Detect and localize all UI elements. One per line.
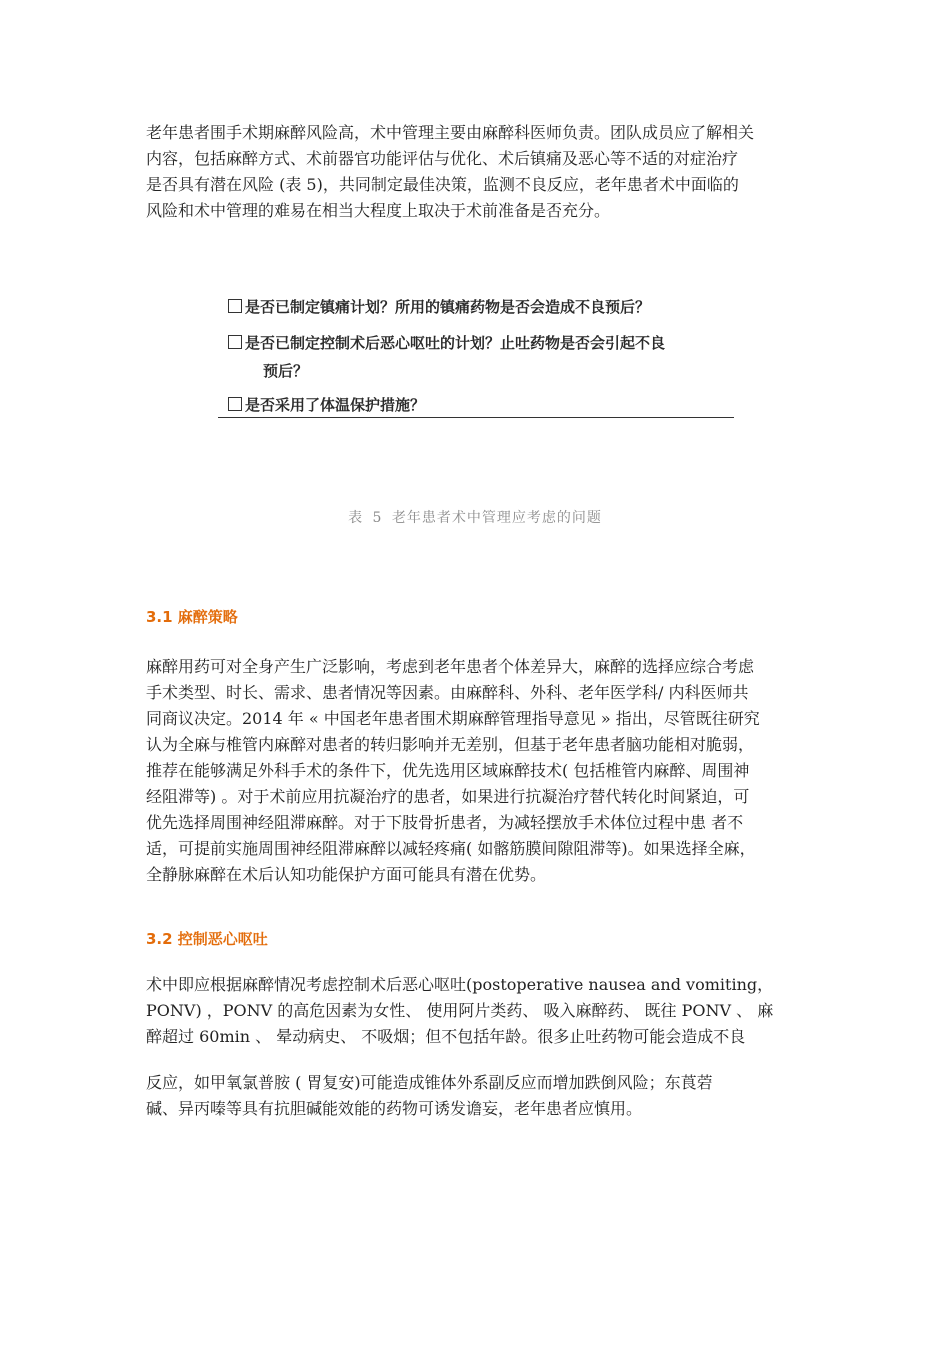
checklist-item-text: 是否已制定镇痛计划？所用的镇痛药物是否会造成不良预后？: [245, 298, 651, 316]
body-line: 反应，如甲氧氯普胺 ( 胃复安)可能造成锥体外系副反应而增加跌倒风险；东莨菪: [146, 1073, 713, 1092]
body-line: 术中即应根据麻醉情况考虑控制术后恶心呕吐(postoperative nausea and vomiting，: [146, 975, 774, 994]
checklist-item-continuation: [263, 360, 308, 381]
body-line: 碱、异丙嗪等具有抗胆碱能效能的药物可诱发谵妄，老年患者应慎用。: [146, 1099, 643, 1118]
intro-line: 风险和术中管理的难易在相当大程度上取决于术前准备是否充分。: [146, 201, 611, 220]
body-line: 优先选择周围神经阻滞麻醉。对于下肢骨折患者，为减轻摆放手术体位过程中患 者不: [146, 813, 744, 832]
section-heading-anesthesia-strategy: 3.1 麻醉策略: [146, 608, 238, 626]
checklist-item-text: 是否已制定控制术后恶心呕吐的计划？止吐药物是否会引起不良: [245, 334, 666, 352]
checkbox-icon: [228, 335, 242, 349]
checkbox-icon: [228, 299, 242, 313]
intro-line: 是否具有潜在风险 (表 5)，共同制定最佳决策，监测不良反应，老年患者术中面临的: [146, 175, 739, 194]
section-32-paragraph-part1: [146, 972, 818, 1050]
body-line: 全静脉麻醉在术后认知功能保护方面可能具有潜在优势。: [146, 865, 547, 884]
body-line: 适，可提前实施周围神经阻滞麻醉以减轻疼痛( 如髂筋膜间隙阻滞等)。如果选择全麻，: [146, 839, 756, 858]
body-line: 醉超过 60min 、 晕动病史、 不吸烟；但不包括年龄。很多止吐药物可能会造成不良: [146, 1027, 746, 1046]
section-heading-ponv-control: 3.2 控制恶心呕吐: [146, 930, 268, 948]
body-line: 同商议决定。2014 年 « 中国老年患者围术期麻醉管理指导意见 » 指出，尽管既往研究: [146, 709, 760, 728]
section-32-paragraph-part2: [146, 1070, 818, 1122]
body-line: 手术类型、时长、需求、患者情况等因素。由麻醉科、外科、老年医学科/ 内科医师共: [146, 683, 749, 702]
body-line: 麻醉用药可对全身产生广泛影响，考虑到老年患者个体差异大，麻醉的选择应综合考虑: [146, 657, 755, 676]
body-line: 经阻滞等) 。对于术前应用抗凝治疗的患者，如果进行抗凝治疗替代转化时间紧迫，可: [146, 787, 750, 806]
checklist-item-ponv-plan: [228, 332, 665, 353]
body-line: 认为全麻与椎管内麻醉对患者的转归影响并无差别，但基于老年患者脑功能相对脆弱，: [146, 735, 755, 754]
checkbox-icon: [228, 397, 242, 411]
checklist-item-pain-plan: [228, 296, 650, 317]
body-line: PONV) ，PONV 的高危因素为女性、 使用阿片类药、 吸入麻醉药、 既往 PONV 、 麻: [146, 1001, 774, 1020]
intro-line: 老年患者围手术期麻醉风险高，术中管理主要由麻醉科医师负责。团队成员应了解相关: [146, 123, 755, 142]
intro-line: 内容，包括麻醉方式、术前器官功能评估与优化、术后镇痛及恶心等不适的对症治疗: [146, 149, 739, 168]
checklist-item-text: 预后？: [263, 362, 309, 380]
table-bottom-rule: [218, 417, 734, 418]
checklist-item-temperature: [228, 394, 425, 415]
table-caption: 表 5 老年患者术中管理应考虑的问题: [348, 510, 602, 526]
table-5-checklist-image: [218, 292, 734, 422]
body-line: 推荐在能够满足外科手术的条件下，优先选用区域麻醉技术( 包括椎管内麻醉、周围神: [146, 761, 750, 780]
checklist-item-text: 是否采用了体温保护措施？: [245, 396, 426, 414]
intro-paragraph: [146, 120, 818, 224]
section-31-paragraph: [146, 654, 818, 888]
